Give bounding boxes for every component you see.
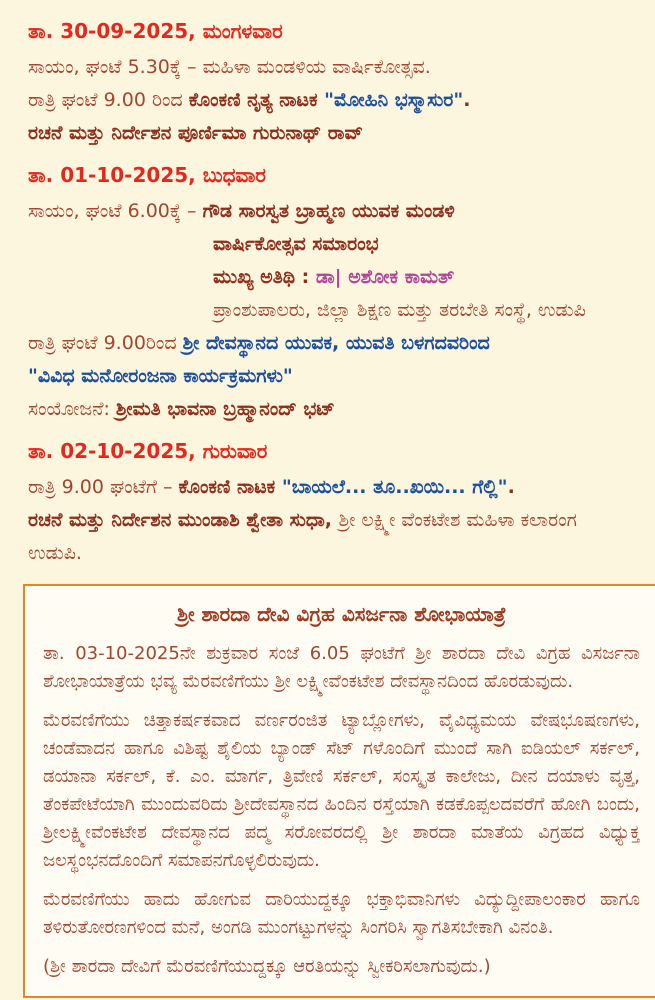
event-text: ಸಾಯಂ, ಘಂಟೆ 5.30ಕ್ಕೆ – ಮಹಿಳಾ ಮಂಡಳಿಯ ವಾರ್ಷಿಕೋತ್ಸವ. (28, 56, 431, 78)
section-day-3 (28, 438, 631, 570)
performers-text: ಶ್ರೀ ದೇವಸ್ಥಾನದ ಯುವಕ, ಯುವತಿ ಬಳಗದವರಿಂದ (182, 332, 490, 354)
event-title: "ಮೋಹಿನಿ ಭಸ್ಮಾಸುರ" (324, 89, 464, 111)
schedule-line (28, 228, 631, 261)
date-heading-2: ತಾ. 01-10-2025, ಬುಧವಾರ (28, 163, 267, 187)
date-heading-3: ತಾ. 02-10-2025, ಗುರುವಾರ (28, 439, 268, 463)
organisation-name: ಗೌಡ ಸಾರಸ್ವತ ಬ್ರಾಹ್ಮಣ ಯುವಕ ಮಂಡಳಿ (202, 200, 455, 222)
event-type: ಕೊಂಕಣಿ ನೃತ್ಯ ನಾಟಕ (188, 89, 325, 111)
schedule-line (28, 84, 631, 117)
event-time: ರಾತ್ರಿ ಘಂಟೆ 9.00 ರಿಂದ (28, 89, 189, 111)
notice-paragraph-1: ತಾ. 03-10-2025ನೇ ಶುಕ್ರವಾರ ಸಂಜೆ 6.05 ಘಂಟೆಗೆ ಶ್ರೀ ಶಾರದಾ ದೇವಿ ವಿಗ್ರಹ ವಿಸರ್ಜನಾ ಶೋಭಾಯಾತ್ರೆಯ ಭವ್ಯ ಮೆರವಣಿಗೆಯು ಶ್ರೀ ಲಕ್ಷ್ಮೀವೆಂಕಟೇಶ ದೇವಸ್ಥಾನದಿಂದ ಹೊರಡುವುದು. (43, 643, 640, 692)
event-time: ಸಾಯಂ, ಘಂಟೆ 6.00ಕ್ಕೆ – (28, 200, 203, 222)
event-title: "ವಿವಿಧ ಮನೋರಂಜನಾ ಕಾರ್ಯಕ್ರಮಗಳು" (28, 365, 293, 387)
credits-text: ರಚನೆ ಮತ್ತು ನಿರ್ದೇಶನ ಪೂರ್ಣಿಮಾ ಗುರುನಾಥ್ ರಾವ್ (28, 122, 363, 144)
event-time: ರಾತ್ರಿ ಘಂಟೆ 9.00ರಿಂದ (28, 332, 183, 354)
event-type: ಕೊಂಕಣಿ ನಾಟಕ (178, 476, 282, 498)
schedule-line (28, 504, 631, 570)
notice-paragraph-2: ಮೆರವಣಿಗೆಯು ಚಿತ್ತಾಕರ್ಷಕವಾದ ವರ್ಣರಂಜಿತ ಟ್ಯಾಬ್ಲೋಗಳು, ವೈವಿಧ್ಯಮಯ ವೇಷಭೂಷಣಗಳು, ಚಂಡೆವಾದನ ಹಾಗೂ ವಿಶಿಷ್ಟ ಶೈಲಿಯ ಬ್ಯಾಂಡ್ ಸೆಟ್ ಗಳೊಂದಿಗೆ ಮುಂದೆ ಸಾಗಿ ಐಡಿಯಲ್ ಸರ್ಕಲ್, ಡಯಾನಾ ಸರ್ಕಲ್, ಕೆ. ಎಂ. ಮಾರ್ಗ, ತ್ರಿವೇಣಿ ಸರ್ಕಲ್, ಸಂಸ್ಕೃತ ಕಾಲೇಜು, ದೀನ ದಯಾಳು ವೃತ್ತ, ತೆಂಕಪೇಟೆಯಾಗಿ ಮುಂದುವರಿದು ಶ್ರೀದೇವಸ್ಥಾನದ ಹಿಂದಿನ ರಸ್ತೆಯಾಗಿ ಕಡಕೊಪ್ಪಲದವರೆಗೆ ಹೋಗಿ ಬಂದು, ಶ್ರೀಲಕ್ಷ್ಮೀವೆಂಕಟೇಶ ದೇವಸ್ಥಾನದ ಪದ್ಮ ಸರೋವರದಲ್ಲಿ ಶ್ರೀ ಶಾರದಾ ಮಾತೆಯ ವಿಗ್ರಹದ ವಿಧ್ಯುಕ್ತ ಜಲಸ್ಥಂಭನದೊಂದಿಗೆ ಸಮಾಪನಗೊಳ್ಳಲಿರುವುದು. (43, 710, 640, 871)
chief-guest-name: ಡಾ| ಅಶೋಕ ಕಾಮತ್ (315, 266, 455, 288)
troupe-name: ಶ್ರೀ ಲಕ್ಷ್ಮೀ ವೆಂಕಟೇಶ ಮಹಿಳಾ ಕಲಾರಂಗ ಉಡುಪಿ. (28, 509, 577, 564)
schedule-line (28, 393, 631, 426)
schedule-line (28, 261, 631, 294)
date-heading-1: ತಾ. 30-09-2025, ಮಂಗಳವಾರ (28, 19, 283, 43)
punctuation: . (507, 476, 515, 498)
schedule-line (28, 195, 631, 228)
schedule-line (28, 471, 631, 504)
section-day-1 (28, 18, 631, 150)
schedule-line (28, 327, 631, 360)
chief-guest-label: ಮುಖ್ಯ ಅತಿಥಿ : (213, 266, 316, 288)
procession-notice-box (23, 584, 655, 998)
guest-designation: ಪ್ರಾಂಶುಪಾಲರು, ಜಿಲ್ಲಾ ಶಿಕ್ಷಣ ಮತ್ತು ತರಬೇತಿ ಸಂಸ್ಥೆ, ಉಡುಪಿ (213, 299, 586, 321)
event-time: ರಾತ್ರಿ 9.00 ಘಂಟೆಗೆ – (28, 476, 179, 498)
credits-text: ರಚನೆ ಮತ್ತು ನಿರ್ದೇಶನ ಮುಂಡಾಶಿ ಶ್ವೇತಾ ಸುಧಾ, (28, 509, 339, 531)
schedule-line (28, 51, 631, 84)
punctuation: . (463, 89, 471, 111)
coordinator-name: ಶ್ರೀಮತಿ ಭಾವನಾ ಬ್ರಹ್ಮಾನಂದ್ ಭಟ್ (115, 398, 335, 420)
section-day-2 (28, 162, 631, 426)
event-type: ವಾರ್ಷಿಕೋತ್ಸವ ಸಮಾರಂಭ (213, 233, 379, 255)
coordination-label: ಸಂಯೋಜನೆ: (28, 398, 116, 420)
notice-paragraph-4: (ಶ್ರೀ ಶಾರದಾ ದೇವಿಗೆ ಮೆರವಣಿಗೆಯುದ್ದಕ್ಕೂ ಆರತಿಯನ್ನು ಸ್ವೀಕರಿಸಲಾಗುವುದು.) (43, 956, 491, 977)
event-title: "ಬಾಯಲೆ... ತೂ..ಖಯಿ... ಗೆಲ್ಲಿ" (281, 476, 508, 498)
notice-title: ಶ್ರೀ ಶಾರದಾ ದೇವಿ ವಿಗ್ರಹ ವಿಸರ್ಜನಾ ಶೋಭಾಯಾತ್ರೆ (176, 602, 506, 626)
schedule-line (28, 360, 631, 393)
schedule-line (28, 294, 631, 327)
schedule-line (28, 117, 631, 150)
notice-paragraph-3: ಮೆರವಣಿಗೆಯು ಹಾದು ಹೋಗುವ ದಾರಿಯುದ್ದಕ್ಕೂ ಭಕ್ತಾಭಿವಾನಿಗಳು ವಿದ್ಯುದ್ದೀಪಾಲಂಕಾರ ಹಾಗೂ ತಳಿರುತೋರಣಗಳಿಂದ ಮನೆ, ಅಂಗಡಿ ಮುಂಗಟ್ಟುಗಳನ್ನು ಸಿಂಗರಿಸಿ ಸ್ವಾಗತಿಸಬೇಕಾಗಿ ವಿನಂತಿ. (43, 889, 640, 938)
